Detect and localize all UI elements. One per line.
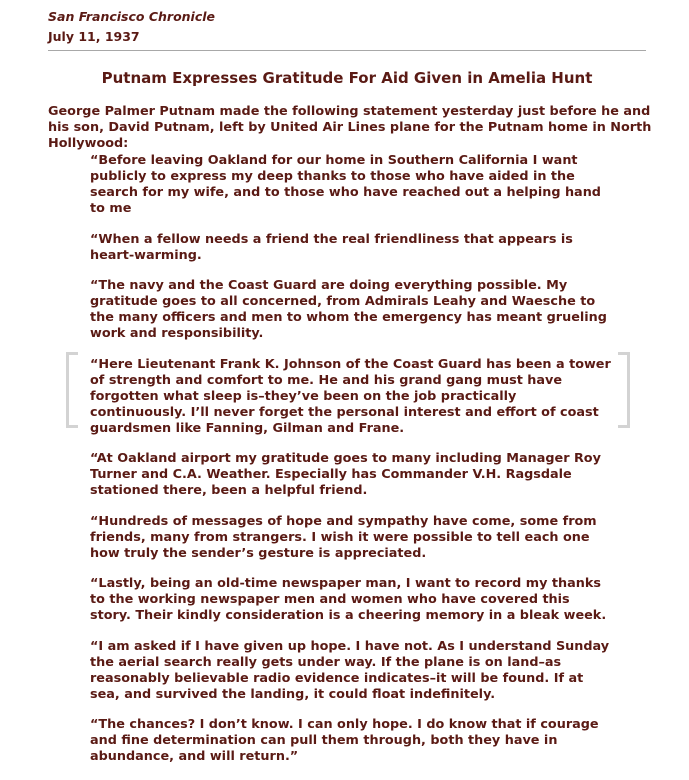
highlighted-quote xyxy=(90,357,612,437)
statement-quotes xyxy=(90,153,612,780)
left-bracket-decoration xyxy=(66,352,78,428)
publication-date: July 11, 1937 xyxy=(48,29,140,44)
quote-paragraph: “When a fellow needs a friend the real friendliness that appears is heart-warming. xyxy=(90,231,573,263)
quote-paragraph: “Hundreds of messages of hope and sympathy have come, some from friends, many from strangers. I wish it were possible to tell each one how truly the sender’s gesture is appreciated. xyxy=(90,513,597,561)
article-header xyxy=(48,8,215,45)
newspaper-source: San Francisco Chronicle xyxy=(48,9,216,24)
quote-paragraph: “Here Lieutenant Frank K. Johnson of the Coast Guard has been a tower of strength and comfort to me. He and his grand gang must have forgotten what sleep is–they’ve been on the job practically continuously. I’ll never forget the personal interest and effort of coast guardsmen like Fanning, Gilman and Frane. xyxy=(90,356,611,436)
article-intro: George Palmer Putnam made the following statement yesterday just before he and his son, David Putnam, left by United Air Lines plane for the Putnam home in North Hollywood: xyxy=(48,104,652,151)
quote-paragraph: “I am asked if I have given up hope. I have not. As I understand Sunday the aerial search really gets under way. If the plane is on land–as reasonably believable radio evidence indicates–it will be found. If at sea, and survived the landing, it could float indefinitely. xyxy=(90,638,610,702)
quote-paragraph: “The navy and the Coast Guard are doing everything possible. My gratitude goes to all concerned, from Admirals Leahy and Waesche to the many officers and men to whom the emergency has meant grueling work and responsibility. xyxy=(90,278,607,341)
header-divider xyxy=(48,50,646,51)
quote-paragraph: “At Oakland airport my gratitude goes to many including Manager Roy Turner and C.A. Weather. Especially has Commander V.H. Ragsdale stationed there, been a helpful friend. xyxy=(90,451,601,498)
article-headline: Putnam Expresses Gratitude For Aid Given in Amelia Hunt xyxy=(101,69,593,87)
right-bracket-decoration xyxy=(618,352,630,428)
quote-paragraph: “Before leaving Oakland for our home in Southern California I want publicly to express my deep thanks to those who have aided in the search for my wife, and to those who have reached out a helping hand to me xyxy=(90,153,601,216)
quote-paragraph: “Lastly, being an old-time newspaper man, I want to record my thanks to the working newspaper men and women who have covered this story. Their kindly consideration is a cheering memory in a bleak week. xyxy=(90,576,607,623)
quote-paragraph: “The chances? I don’t know. I can only hope. I do know that if courage and fine determination can pull them through, both they have in abundance, and will return.” xyxy=(90,717,599,764)
